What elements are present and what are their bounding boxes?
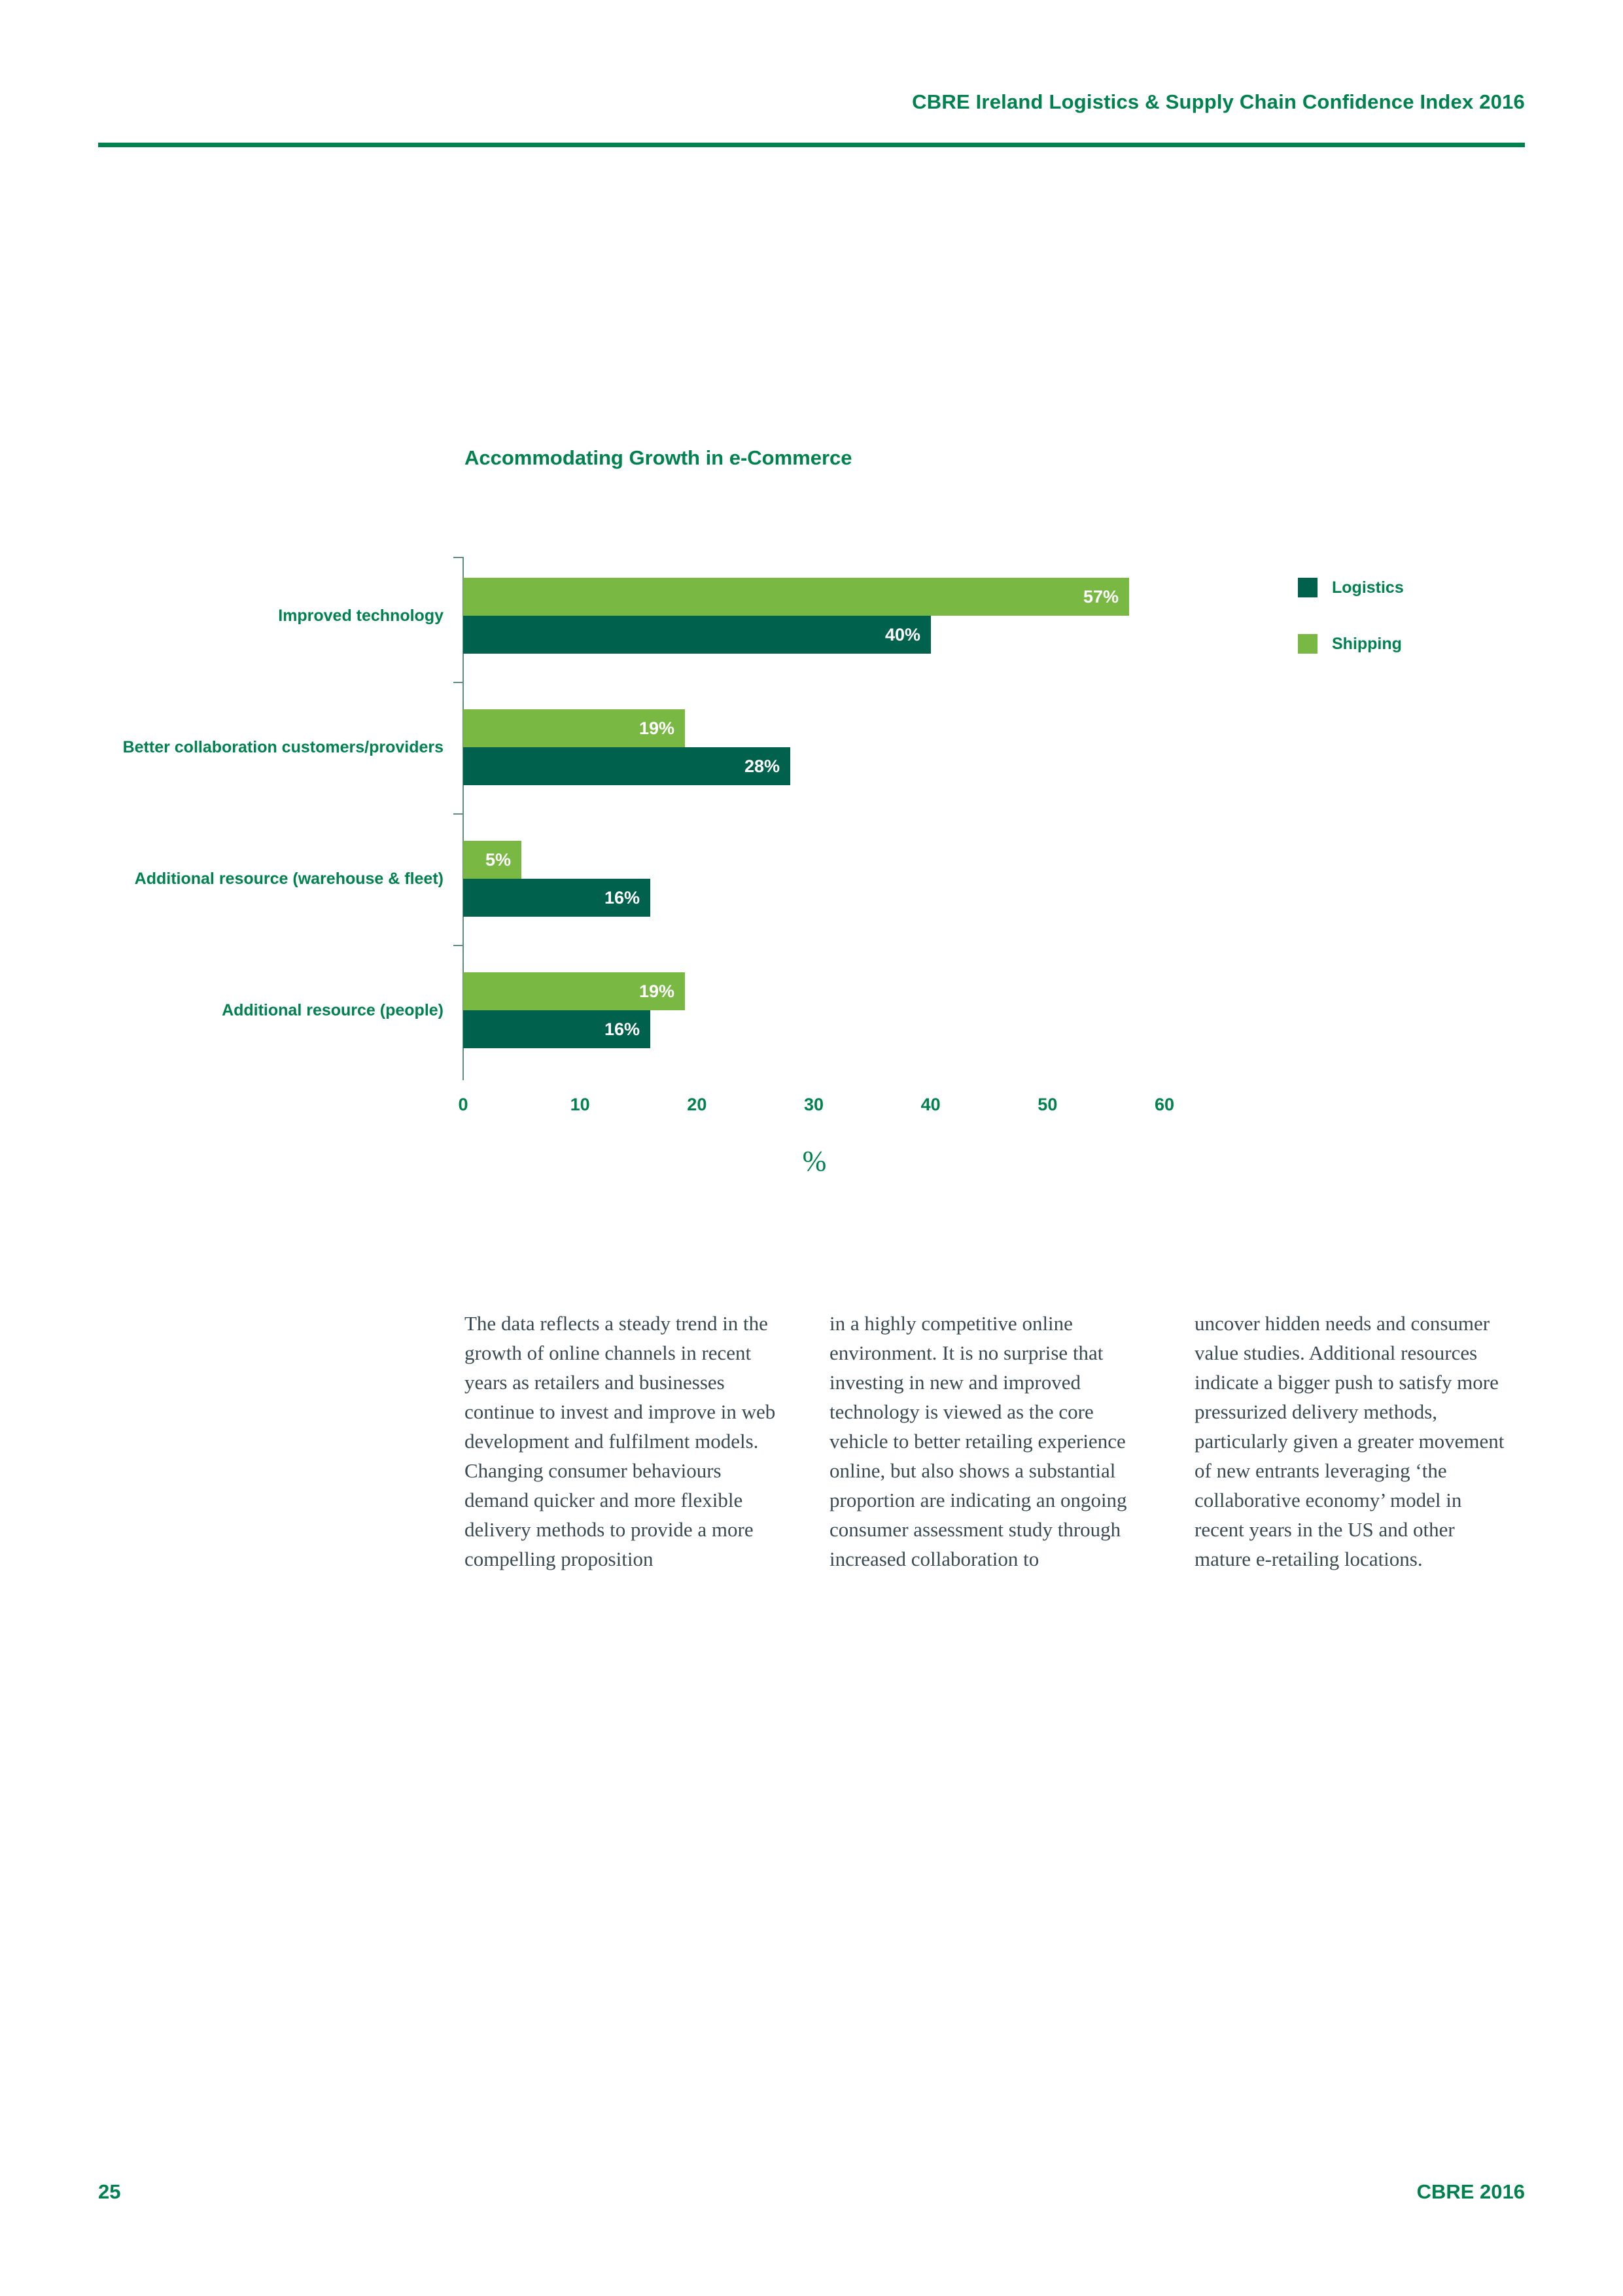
chart-legend xyxy=(1298,578,1404,690)
legend-label: Shipping xyxy=(1332,634,1402,653)
bar-value-label: 16% xyxy=(604,1019,640,1039)
x-axis-title: % xyxy=(802,1145,827,1177)
bar-shipping-4 xyxy=(463,972,685,1010)
body-column: in a highly competitive online environment. It is no surprise that investing in new and improved technology is viewed as the core vehicle to better retailing experience online, but also shows a substantial proportion are indicating an ongoing consumer assessment study through increased collaboration to xyxy=(829,1312,1127,1570)
bar-value-label: 5% xyxy=(485,849,511,870)
body-column: uncover hidden needs and consumer value studies. Additional resources indicate a bigger push to satisfy more pressurized delivery methods, particularly given a greater movement of new entrants leveraging ‘the collaborative economy’ model in recent years in the US and other mature e-retailing locations. xyxy=(1195,1312,1505,1570)
y-axis-tick xyxy=(453,813,462,815)
category-label: Additional resource (warehouse & fleet) xyxy=(134,869,444,888)
bar-logistics-2 xyxy=(463,747,790,785)
x-axis-tick-label: 40 xyxy=(920,1095,941,1114)
body-column: The data reflects a steady trend in the growth of online channels in recent years as retailers and businesses continue to invest and improve in web development and fulfilment models. Changing consumer behaviours demand quicker and more flexible delivery methods to provide a more compelling proposition xyxy=(464,1312,776,1570)
bar-shipping-1 xyxy=(463,578,1129,616)
x-axis-tick-label: 30 xyxy=(803,1095,824,1114)
legend-swatch xyxy=(1298,578,1318,597)
bar-value-label: 19% xyxy=(638,981,674,1001)
bar-shipping-3 xyxy=(463,841,521,879)
page-header-title: CBRE Ireland Logistics & Supply Chain Confidence Index 2016 xyxy=(912,90,1525,113)
legend-swatch xyxy=(1298,634,1318,654)
legend-item xyxy=(1298,634,1404,654)
x-axis-tick-label: 50 xyxy=(1038,1095,1058,1114)
x-axis-tick-label: 20 xyxy=(687,1095,707,1114)
bar-value-label: 28% xyxy=(744,756,780,776)
ecommerce-bar-chart xyxy=(0,557,1623,1224)
chart-title: Accommodating Growth in e-Commerce xyxy=(464,446,852,469)
bar-logistics-3 xyxy=(463,879,650,917)
bar-logistics-4 xyxy=(463,1010,650,1048)
bar-value-label: 16% xyxy=(604,887,640,908)
y-axis-tick xyxy=(453,945,462,946)
bar-logistics-1 xyxy=(463,616,931,654)
legend-item xyxy=(1298,578,1404,597)
bar-shipping-2 xyxy=(463,709,685,747)
x-axis-tick-label: 0 xyxy=(458,1095,468,1114)
header-rule xyxy=(98,143,1525,147)
category-label: Better collaboration customers/providers xyxy=(122,737,444,756)
category-label: Additional resource (people) xyxy=(222,1000,444,1019)
footer-brand: CBRE 2016 xyxy=(1416,2180,1525,2203)
y-axis-tick xyxy=(453,557,462,558)
category-label: Improved technology xyxy=(278,606,444,625)
page-number: 25 xyxy=(98,2180,121,2203)
x-axis-tick-label: 60 xyxy=(1154,1095,1175,1114)
legend-label: Logistics xyxy=(1332,578,1404,597)
x-axis-tick-label: 10 xyxy=(570,1095,590,1114)
page-footer xyxy=(98,2180,1525,2204)
bar-value-label: 19% xyxy=(638,718,674,738)
bar-value-label: 40% xyxy=(884,624,920,645)
bar-value-label: 57% xyxy=(1083,586,1119,607)
body-columns xyxy=(464,1309,1509,1574)
y-axis-tick xyxy=(453,682,462,683)
